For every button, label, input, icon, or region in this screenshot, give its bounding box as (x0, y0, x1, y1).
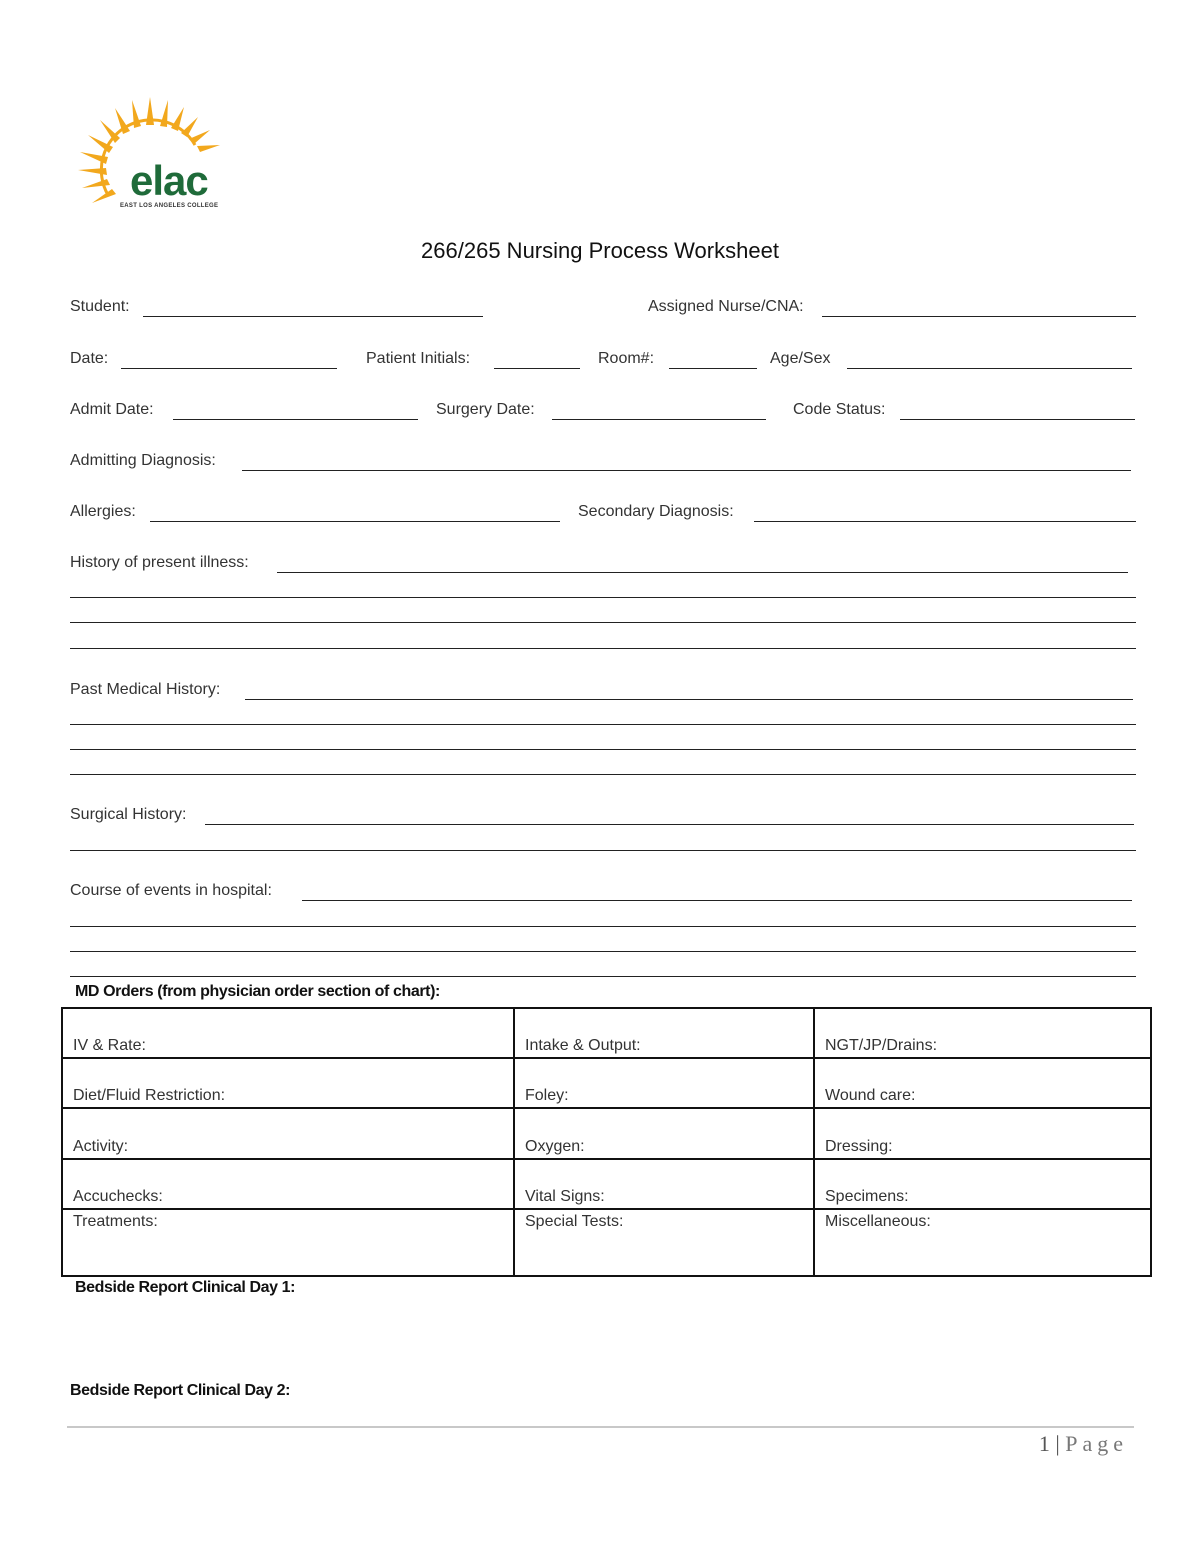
table-row (62, 1159, 1151, 1209)
surgery-date-field[interactable] (552, 419, 766, 420)
order-cell[interactable]: Oxygen: (514, 1108, 814, 1159)
md-orders-heading: MD Orders (from physician order section of chart): (75, 983, 440, 1000)
surgery-date-label: Surgery Date: (436, 401, 535, 418)
surgical-history-field[interactable] (205, 824, 1134, 825)
date-field[interactable] (121, 368, 337, 369)
order-cell[interactable]: NGT/JP/Drains: (814, 1008, 1151, 1058)
table-row (62, 1108, 1151, 1159)
admitting-diagnosis-field[interactable] (242, 470, 1131, 471)
course-of-events-field[interactable] (302, 900, 1132, 901)
history-present-illness-field[interactable] (277, 572, 1128, 573)
surgical-history-label: Surgical History: (70, 806, 187, 823)
room-label: Room#: (598, 350, 655, 367)
patient-initials-label: Patient Initials: (366, 350, 471, 367)
course-of-events-line-4[interactable] (70, 976, 1136, 977)
secondary-diagnosis-label: Secondary Diagnosis: (578, 503, 734, 520)
logo-wordmark: elac (130, 157, 208, 204)
assigned-nurse-field[interactable] (822, 316, 1136, 317)
order-cell[interactable]: IV & Rate: (62, 1008, 514, 1058)
bedside-report-day1-heading: Bedside Report Clinical Day 1: (75, 1279, 296, 1296)
table-row (62, 1209, 1151, 1276)
bedside-report-day2-heading: Bedside Report Clinical Day 2: (70, 1382, 291, 1399)
course-of-events-label: Course of events in hospital: (70, 882, 272, 899)
student-field[interactable] (143, 316, 483, 317)
footer-divider (67, 1426, 1134, 1428)
course-of-events-line-3[interactable] (70, 951, 1136, 952)
order-cell[interactable]: Special Tests: (514, 1209, 814, 1276)
age-sex-label: Age/Sex (770, 350, 831, 367)
past-medical-history-line-3[interactable] (70, 749, 1136, 750)
admit-date-label: Admit Date: (70, 401, 154, 418)
elac-logo (70, 95, 240, 215)
date-label: Date: (70, 350, 109, 367)
past-medical-history-label: Past Medical History: (70, 681, 221, 698)
history-present-illness-line-3[interactable] (70, 622, 1136, 623)
order-cell[interactable]: Treatments: (62, 1209, 514, 1276)
past-medical-history-field[interactable] (245, 699, 1133, 700)
table-row (62, 1058, 1151, 1108)
admit-date-field[interactable] (173, 419, 418, 420)
page-title: 266/265 Nursing Process Worksheet (421, 238, 779, 263)
age-sex-field[interactable] (847, 368, 1132, 369)
order-cell[interactable]: Activity: (62, 1108, 514, 1159)
order-cell[interactable]: Accuchecks: (62, 1159, 514, 1209)
assigned-nurse-label: Assigned Nurse/CNA: (648, 298, 804, 315)
md-orders-table (61, 1007, 1152, 1277)
logo-subtitle: EAST LOS ANGELES COLLEGE (120, 203, 219, 209)
past-medical-history-line-2[interactable] (70, 724, 1136, 725)
past-medical-history-line-4[interactable] (70, 774, 1136, 775)
order-cell[interactable]: Intake & Output: (514, 1008, 814, 1058)
history-present-illness-line-4[interactable] (70, 648, 1136, 649)
course-of-events-line-2[interactable] (70, 926, 1136, 927)
code-status-label: Code Status: (793, 401, 886, 418)
history-present-illness-line-2[interactable] (70, 597, 1136, 598)
student-label: Student: (70, 298, 130, 315)
order-cell[interactable]: Dressing: (814, 1108, 1151, 1159)
page-word: Page (1065, 1431, 1128, 1456)
patient-initials-field[interactable] (494, 368, 580, 369)
history-present-illness-label: History of present illness: (70, 554, 249, 571)
order-cell[interactable]: Diet/Fluid Restriction: (62, 1058, 514, 1108)
secondary-diagnosis-field[interactable] (754, 521, 1136, 522)
order-cell[interactable]: Foley: (514, 1058, 814, 1108)
page-number: 1 (1038, 1431, 1050, 1456)
table-row (62, 1008, 1151, 1058)
allergies-field[interactable] (150, 521, 560, 522)
order-cell[interactable]: Vital Signs: (514, 1159, 814, 1209)
admitting-diagnosis-label: Admitting Diagnosis: (70, 452, 216, 469)
allergies-label: Allergies: (70, 503, 136, 520)
page-separator: | (1055, 1431, 1060, 1456)
order-cell[interactable]: Wound care: (814, 1058, 1151, 1108)
surgical-history-line-2[interactable] (70, 850, 1136, 851)
code-status-field[interactable] (900, 419, 1135, 420)
room-field[interactable] (669, 368, 757, 369)
page-footer (1039, 1431, 1128, 1457)
order-cell[interactable]: Miscellaneous: (814, 1209, 1151, 1276)
order-cell[interactable]: Specimens: (814, 1159, 1151, 1209)
